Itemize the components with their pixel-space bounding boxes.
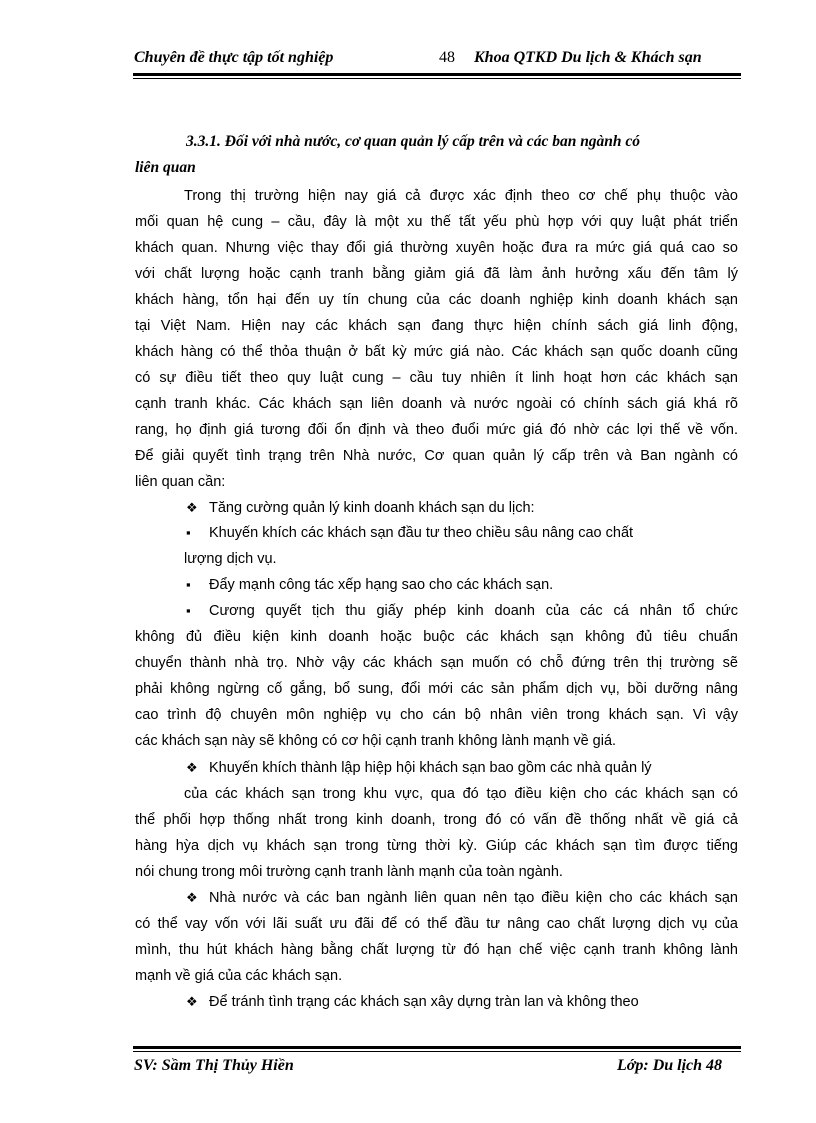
header-page-number: 48: [439, 49, 455, 66]
diamond-bullet-icon: ❖: [186, 500, 198, 515]
paragraph-line: nói chung trong môi trường cạnh tranh lành mạnh của toàn ngành.: [135, 864, 563, 880]
header-rule-thick: [133, 73, 741, 76]
paragraph-line: mình, thu hút khách hàng bằng chất lượng từ đó hạn chế việc cạnh tranh không lành: [135, 942, 738, 958]
paragraph-line: hàng hỳa dịch vụ khách sạn trong từng thời kỳ. Giúp các khách sạn tìm được tiếng: [135, 838, 738, 854]
paragraph-line: khách hàng, tổn hại đến uy tín chung của các doanh nghiệp kinh doanh khách sạn: [135, 292, 738, 308]
paragraph-line: khách quan. Nhưng việc thay đổi giá thường xuyên hoặc đưa ra mức giá quá cao so: [135, 240, 738, 256]
bullet-text: Để tránh tình trạng các khách sạn xây dựng tràn lan và không theo: [209, 994, 639, 1010]
header-left: Chuyên đề thực tập tốt nghiệp: [134, 49, 334, 66]
square-bullet-icon: ▪: [186, 577, 191, 592]
bullet-text: Nhà nước và các ban ngành liên quan nên tạo điều kiện cho các khách sạn: [209, 890, 738, 906]
paragraph-line: mạnh về giá của các khách sạn.: [135, 968, 343, 984]
paragraph-line: không đủ điều kiện kinh doanh hoặc buộc các khách sạn không đủ tiêu chuẩn: [135, 629, 738, 645]
paragraph-line: mối quan hệ cung – cầu, đây là một xu thế tất yếu phù hợp với quy luật phát triển: [135, 214, 738, 230]
footer-rule-thick: [133, 1046, 741, 1049]
paragraph-line: phải không ngừng cố gắng, bổ sung, đổi mới các sản phẩm dịch vụ, bồi dưỡng nâng: [135, 681, 738, 697]
section-heading-line2: liên quan: [135, 159, 196, 176]
section-heading-line1: 3.3.1. Đối với nhà nước, cơ quan quản lý cấp trên và các ban ngành có: [186, 133, 641, 150]
bullet-text: Cương quyết tịch thu giấy phép kinh doanh của các cá nhân tổ chức: [209, 603, 738, 619]
paragraph-line: của các khách sạn trong khu vực, qua đó tạo điều kiện cho các khách sạn có: [184, 786, 738, 802]
diamond-bullet-icon: ❖: [186, 994, 198, 1009]
paragraph-line: khách hàng có thể thỏa thuận ở bất kỳ mức giá nào. Các khách sạn quốc doanh cũng: [135, 344, 738, 360]
bullet-text: Đẩy mạnh công tác xếp hạng sao cho các khách sạn.: [209, 577, 554, 593]
diamond-bullet-icon: ❖: [186, 890, 198, 905]
footer-student: SV: Sầm Thị Thủy Hiền: [134, 1057, 294, 1074]
paragraph-line: Trong thị trường hiện nay giá cả được xác định theo cơ chế phụ thuộc vào: [184, 188, 738, 204]
bullet-text: Khuyến khích các khách sạn đầu tư theo chiều sâu nâng cao chất: [209, 525, 634, 541]
square-bullet-icon: ▪: [186, 525, 191, 540]
paragraph-line: rang, họ định giá tương đối ổn định và theo đuổi mức giá đó nhờ các lợi thế về vốn.: [135, 422, 738, 438]
bullet-text: Khuyến khích thành lập hiệp hội khách sạn bao gồm các nhà quản lý: [209, 760, 652, 776]
paragraph-line: có thể vay vốn với lãi suất ưu đãi để có thể đầu tư nâng cao chất lượng dịch vụ của: [135, 916, 738, 932]
diamond-bullet-icon: ❖: [186, 760, 198, 775]
paragraph-line: với chất lượng hoặc cạnh tranh bằng giảm giá đã làm ảnh hưởng xấu đến tâm lý: [135, 266, 738, 282]
bullet-text: lượng dịch vụ.: [184, 551, 277, 567]
square-bullet-icon: ▪: [186, 603, 191, 618]
footer-rule-thin: [133, 1051, 741, 1052]
paragraph-line: có sự điều tiết theo quy luật cung – cầu tuy nhiên ít linh hoạt hơn các khách sạn: [135, 370, 738, 386]
footer-class: Lớp: Du lịch 48: [617, 1057, 723, 1074]
header-rule-thin: [133, 78, 741, 79]
paragraph-line: liên quan cần:: [135, 474, 226, 490]
paragraph-line: thể phối hợp thống nhất trong kinh doanh, trong đó có vấn đề thống nhất về giá cả: [135, 812, 738, 828]
header-right: Khoa QTKD Du lịch & Khách sạn: [474, 49, 702, 66]
paragraph-line: các khách sạn này sẽ không có cơ hội cạnh tranh không lành mạnh về giá.: [135, 733, 617, 749]
paragraph-line: tại Việt Nam. Hiện nay các khách sạn đang thực hiện chính sách giá linh động,: [135, 318, 738, 334]
paragraph-line: Để giải quyết tình trạng trên Nhà nước, Cơ quan quản lý cấp trên và Ban ngành có: [135, 448, 738, 464]
paragraph-line: chuyển thành nhà trọ. Nhờ vậy các khách sạn muốn có chỗ đứng trên thị trường sẽ: [135, 655, 738, 671]
bullet-text: Tăng cường quản lý kinh doanh khách sạn du lịch:: [209, 500, 535, 516]
paragraph-line: cao trình độ chuyên môn nghiệp vụ cho cán bộ nhân viên trong khách sạn. Vì vậy: [135, 707, 738, 723]
paragraph-line: cạnh tranh khác. Các khách sạn liên doanh và nước ngoài có chính sách giá khá rõ: [135, 396, 738, 412]
